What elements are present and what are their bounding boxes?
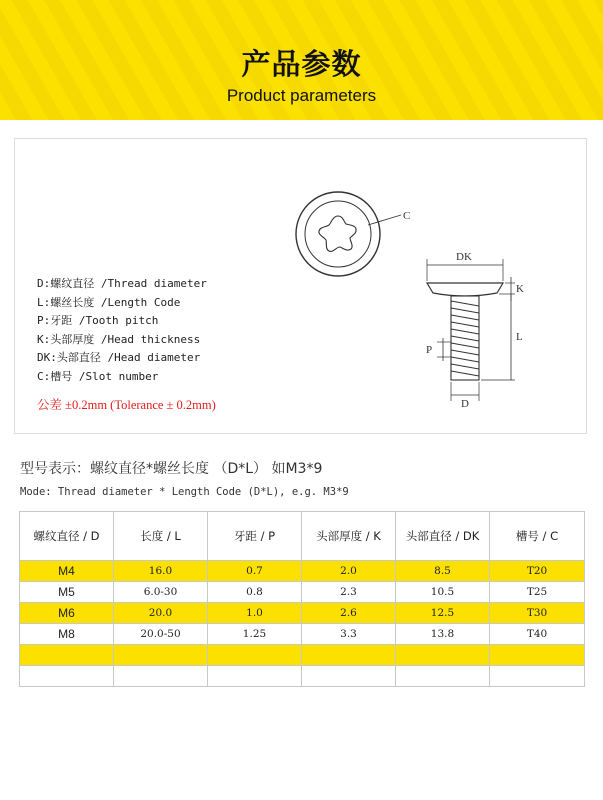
table-cell [490,666,585,687]
table-cell: T20 [490,561,585,582]
table-cell: 1.0 [208,603,302,624]
legend-item: D:螺纹直径 /Thread diameter [37,277,207,290]
spec-table [19,511,585,687]
page-subtitle: Product parameters [226,86,377,105]
table-cell [208,645,302,666]
table-cell: 10.5 [396,582,490,603]
table-cell: 12.5 [396,603,490,624]
table-row [20,561,585,582]
header-pitch: 牙距 / P [208,512,302,561]
legend-item: K:头部厚度 /Head thickness [37,332,201,346]
header-banner [0,0,603,120]
screw-top-view [296,192,401,276]
torx-slot-shape [319,216,356,251]
table-cell: 2.3 [302,582,396,603]
model-notation-cn: 型号表示：螺纹直径*螺丝长度 （D*L） 如M3*9 [20,461,323,477]
table-row [20,624,585,645]
table-cell: 0.7 [208,561,302,582]
table-cell [490,645,585,666]
table-cell: 2.6 [302,603,396,624]
table-cell [396,645,490,666]
table-row [20,582,585,603]
table-cell: T30 [490,603,585,624]
table-cell [302,666,396,687]
table-cell: 13.8 [396,624,490,645]
table-cell: M6 [20,603,114,624]
legend-item: C:槽号 /Slot number [37,369,159,383]
table-cell: 20.0-50 [114,624,208,645]
table-cell: M8 [20,624,114,645]
thread-diameter-label: D [461,398,469,410]
parameter-legend [37,275,207,386]
table-cell: M5 [20,582,114,603]
tolerance-note: 公差 ±0.2mm (Tolerance ± 0.2mm) [37,398,216,412]
table-cell: 20.0 [114,603,208,624]
slot-label: C [403,210,411,222]
table-cell [20,666,114,687]
table-cell [302,645,396,666]
table-cell [208,666,302,687]
table-cell: 2.0 [302,561,396,582]
header-head-diameter: 头部直径 / DK [396,512,490,561]
model-notation-en: Mode: Thread diameter * Length Code (D*L), e.g. M3*9 [20,486,349,498]
legend-item: L:螺丝长度 /Length Code [37,295,181,309]
header-head-thickness: 头部厚度 / K [302,512,396,561]
table-row [20,603,585,624]
page-title: 产品参数 [241,47,362,81]
table-cell: T40 [490,624,585,645]
legend-item: P:牙距 /Tooth pitch [37,314,159,327]
header-slot: 槽号 / C [490,512,585,561]
table-cell: T25 [490,582,585,603]
head-thickness-label: K [516,283,524,295]
header-length: 长度 / L [114,512,208,561]
table-cell [114,645,208,666]
table-row [20,666,585,687]
length-label: L [516,331,523,343]
table-row [20,645,585,666]
table-cell: 8.5 [396,561,490,582]
table-cell [114,666,208,687]
table-cell: M4 [20,561,114,582]
table-cell [396,666,490,687]
table-cell: 6.0-30 [114,582,208,603]
parameter-diagram-panel [14,138,587,434]
header-thread-diameter: 螺纹直径 / D [20,512,114,561]
table-cell: 0.8 [208,582,302,603]
screw-side-view [427,259,515,401]
table-cell: 1.25 [208,624,302,645]
table-header-row [20,512,585,561]
table-cell: 16.0 [114,561,208,582]
legend-item: DK:头部直径 /Head diameter [37,351,201,364]
table-cell [20,645,114,666]
head-diameter-label: DK [456,251,472,263]
table-cell: 3.3 [302,624,396,645]
pitch-label: P [426,344,433,356]
